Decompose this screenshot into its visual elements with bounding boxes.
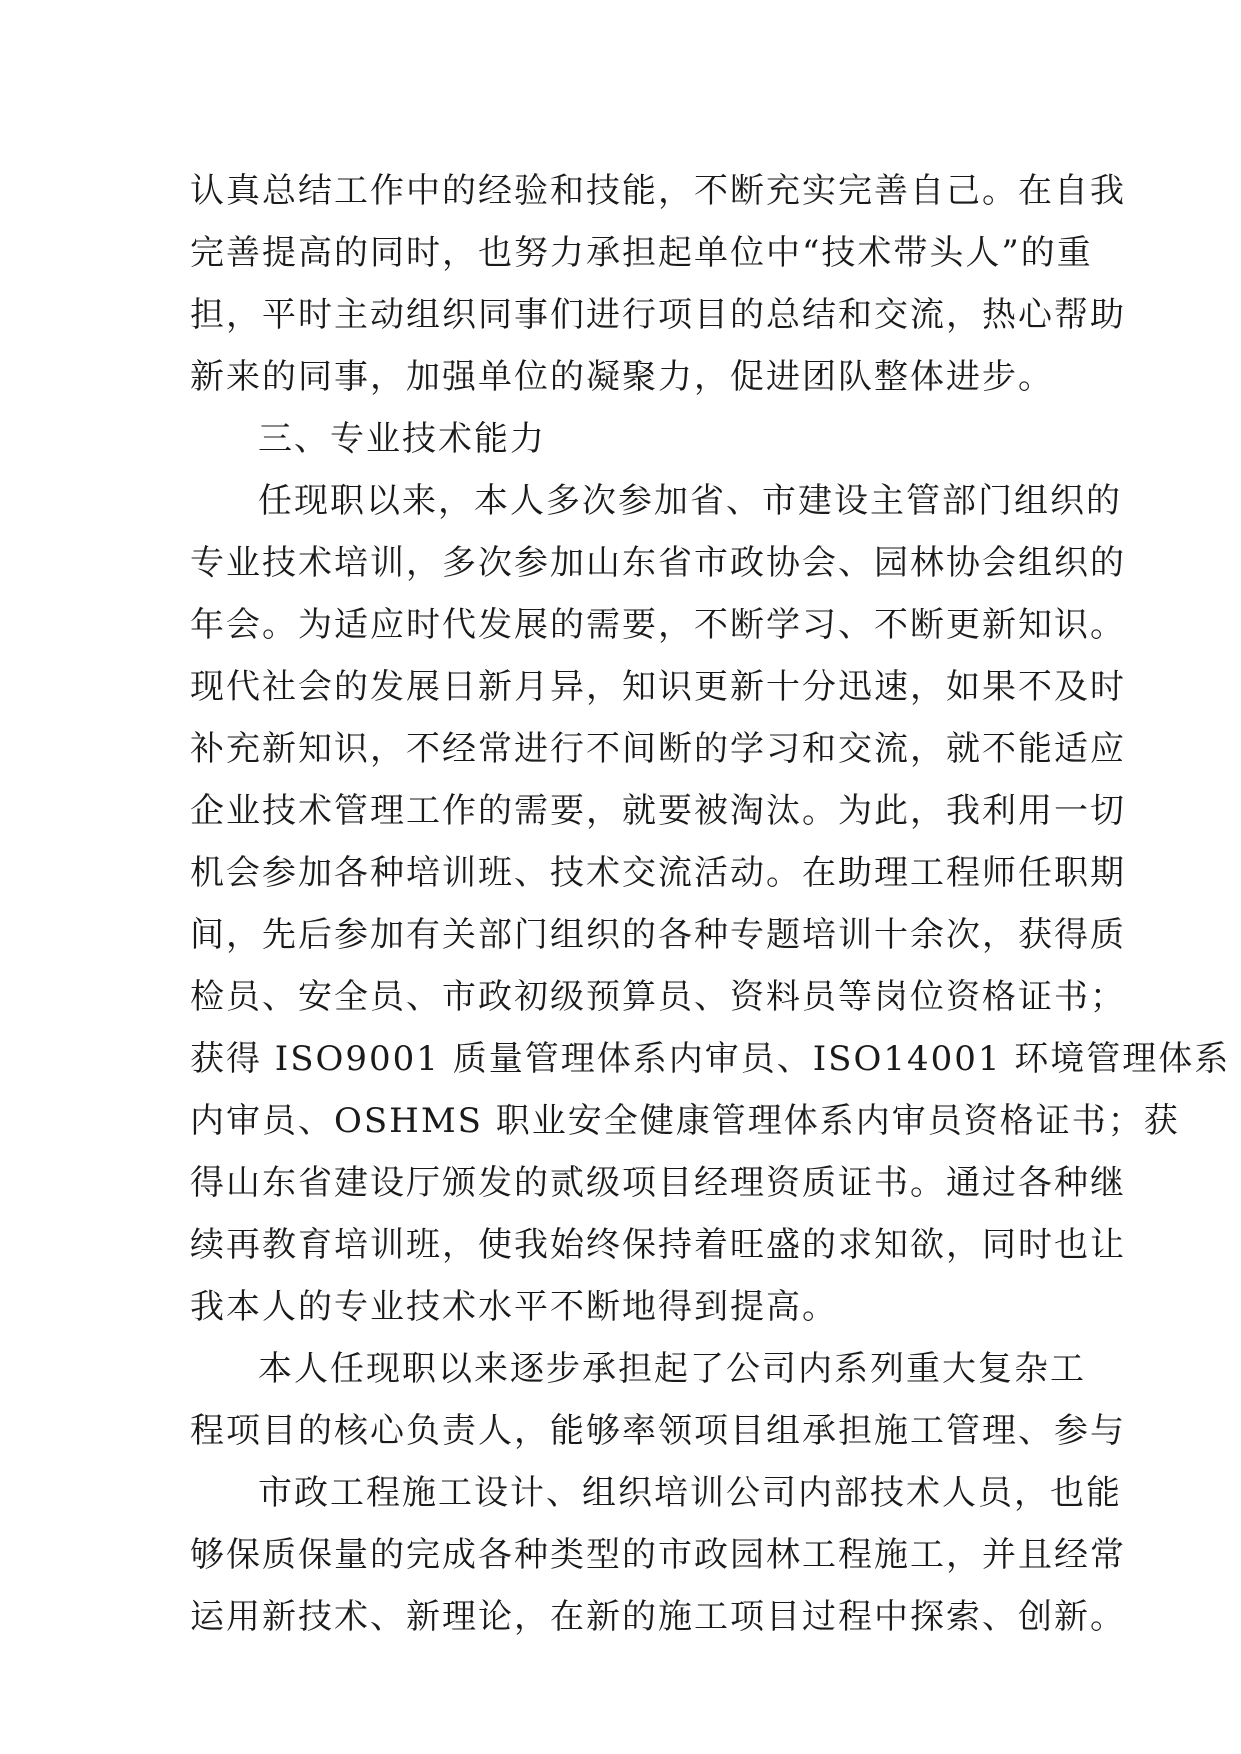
text-line: 专业技术培训，多次参加山东省市政协会、园林协会组织的 — [190, 543, 1126, 583]
text-line: 获得 ISO9001 质量管理体系内审员、ISO14001 环境管理体系 — [190, 1039, 1231, 1079]
text-line: 新来的同事，加强单位的凝聚力，促进团队整体进步。 — [190, 357, 1054, 397]
text-line: 担，平时主动组织同事们进行项目的总结和交流，热心帮助 — [190, 295, 1126, 335]
text-line: 内审员、OSHMS 职业安全健康管理体系内审员资格证书；获 — [190, 1101, 1180, 1141]
text-line: 任现职以来，本人多次参加省、市建设主管部门组织的 — [258, 481, 1122, 521]
text-line: 续再教育培训班，使我始终保持着旺盛的求知欲，同时也让 — [190, 1225, 1126, 1265]
text-line: 本人任现职以来逐步承担起了公司内系列重大复杂工 — [258, 1349, 1086, 1389]
text-line: 年会。为适应时代发展的需要，不断学习、不断更新知识。 — [190, 605, 1126, 645]
text-line: 企业技术管理工作的需要，就要被淘汰。为此，我利用一切 — [190, 791, 1126, 831]
text-line: 我本人的专业技术水平不断地得到提高。 — [190, 1287, 838, 1327]
text-line: 现代社会的发展日新月异，知识更新十分迅速，如果不及时 — [190, 667, 1126, 707]
section-heading: 三、专业技术能力 — [258, 419, 546, 459]
text-line: 间，先后参加有关部门组织的各种专题培训十余次，获得质 — [190, 915, 1126, 955]
text-line: 认真总结工作中的经验和技能，不断充实完善自己。在自我 — [190, 171, 1126, 211]
text-line: 机会参加各种培训班、技术交流活动。在助理工程师任职期 — [190, 853, 1126, 893]
text-line: 运用新技术、新理论，在新的施工项目过程中探索、创新。 — [190, 1597, 1126, 1637]
text-line: 完善提高的同时，也努力承担起单位中“技术带头人”的重 — [190, 233, 1093, 273]
text-line: 补充新知识，不经常进行不间断的学习和交流，就不能适应 — [190, 729, 1126, 769]
text-line: 检员、安全员、市政初级预算员、资料员等岗位资格证书； — [190, 977, 1126, 1017]
text-line: 市政工程施工设计、组织培训公司内部技术人员，也能 — [258, 1473, 1122, 1513]
text-line: 得山东省建设厅颁发的贰级项目经理资质证书。通过各种继 — [190, 1163, 1126, 1203]
document-body — [190, 160, 1231, 1648]
text-line: 够保质保量的完成各种类型的市政园林工程施工，并且经常 — [190, 1535, 1126, 1575]
text-line: 程项目的核心负责人，能够率领项目组承担施工管理、参与 — [190, 1411, 1126, 1451]
